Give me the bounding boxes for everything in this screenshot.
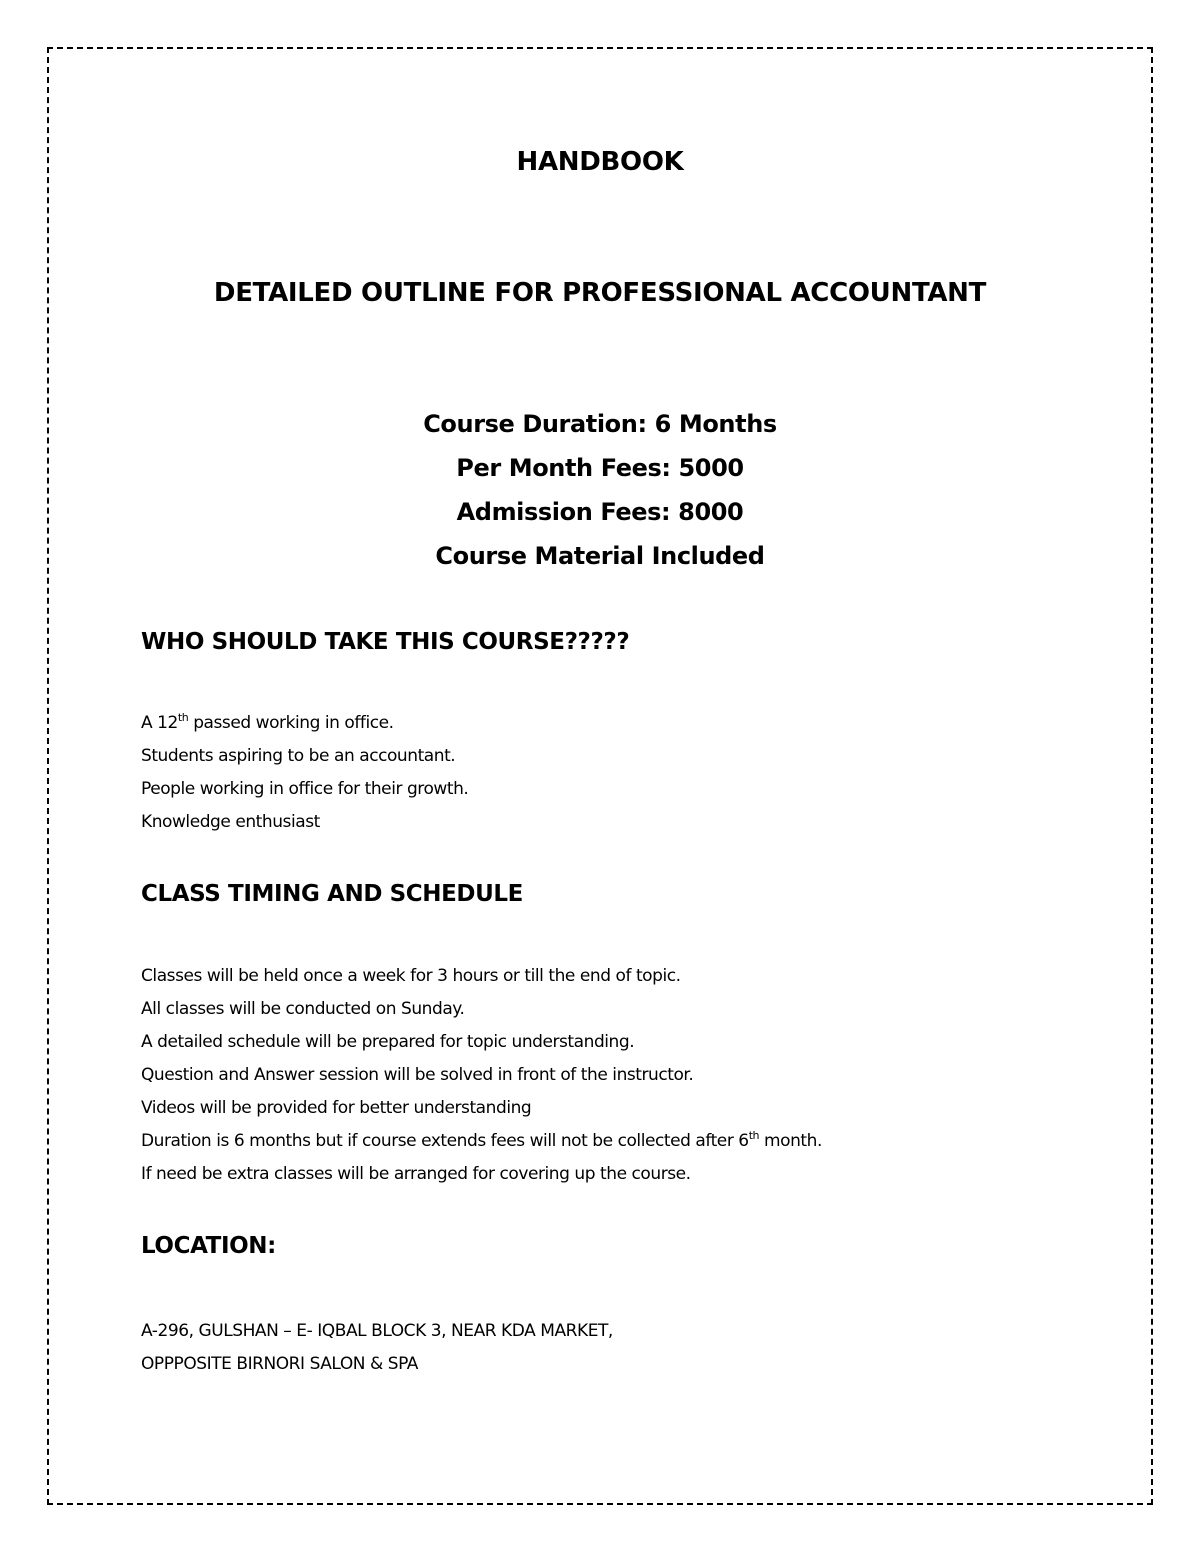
course-material: Course Material Included [435, 542, 765, 570]
admission-fees: Admission Fees: 8000 [456, 498, 744, 526]
location-heading: LOCATION: [141, 1233, 276, 1259]
list-item: Students aspiring to be an accountant. [141, 746, 456, 766]
who-should-take-heading: WHO SHOULD TAKE THIS COURSE????? [141, 629, 630, 655]
list-item: Question and Answer session will be solved in front of the instructor. [141, 1065, 694, 1085]
list-item: Knowledge enthusiast [141, 812, 320, 832]
list-item: Classes will be held once a week for 3 hours or till the end of topic. [141, 966, 681, 986]
location-address [141, 1315, 613, 1381]
course-info [0, 404, 1200, 580]
list-item [141, 1125, 822, 1158]
address-line-1: A-296, GULSHAN – E- IQBAL BLOCK 3, NEAR KDA MARKET, [141, 1321, 613, 1341]
list-item: People working in office for their growth. [141, 779, 469, 799]
class-timing-list [141, 960, 822, 1191]
page-title: HANDBOOK [516, 147, 684, 177]
per-month-fees: Per Month Fees: 5000 [456, 454, 744, 482]
address-line-2: OPPPOSITE BIRNORI SALON & SPA [141, 1354, 418, 1374]
list-item: All classes will be conducted on Sunday. [141, 999, 465, 1019]
list-item: If need be extra classes will be arranged for covering up the course. [141, 1164, 691, 1184]
who-should-take-list [141, 707, 468, 839]
list-item-text: passed working in office. [188, 713, 394, 733]
ordinal-suffix: th [748, 1129, 760, 1142]
list-item-text: month. [759, 1131, 822, 1151]
list-item: Videos will be provided for better understanding [141, 1098, 532, 1118]
class-timing-heading: CLASS TIMING AND SCHEDULE [141, 881, 523, 907]
document-subtitle: DETAILED OUTLINE FOR PROFESSIONAL ACCOUNTANT [213, 278, 987, 308]
course-duration: Course Duration: 6 Months [423, 410, 777, 438]
list-item-text: Duration is 6 months but if course extends fees will not be collected after 6 [141, 1131, 749, 1151]
ordinal-suffix: th [177, 711, 189, 724]
list-item: A detailed schedule will be prepared for topic understanding. [141, 1032, 635, 1052]
list-item-text: A 12 [141, 713, 178, 733]
list-item [141, 707, 468, 740]
